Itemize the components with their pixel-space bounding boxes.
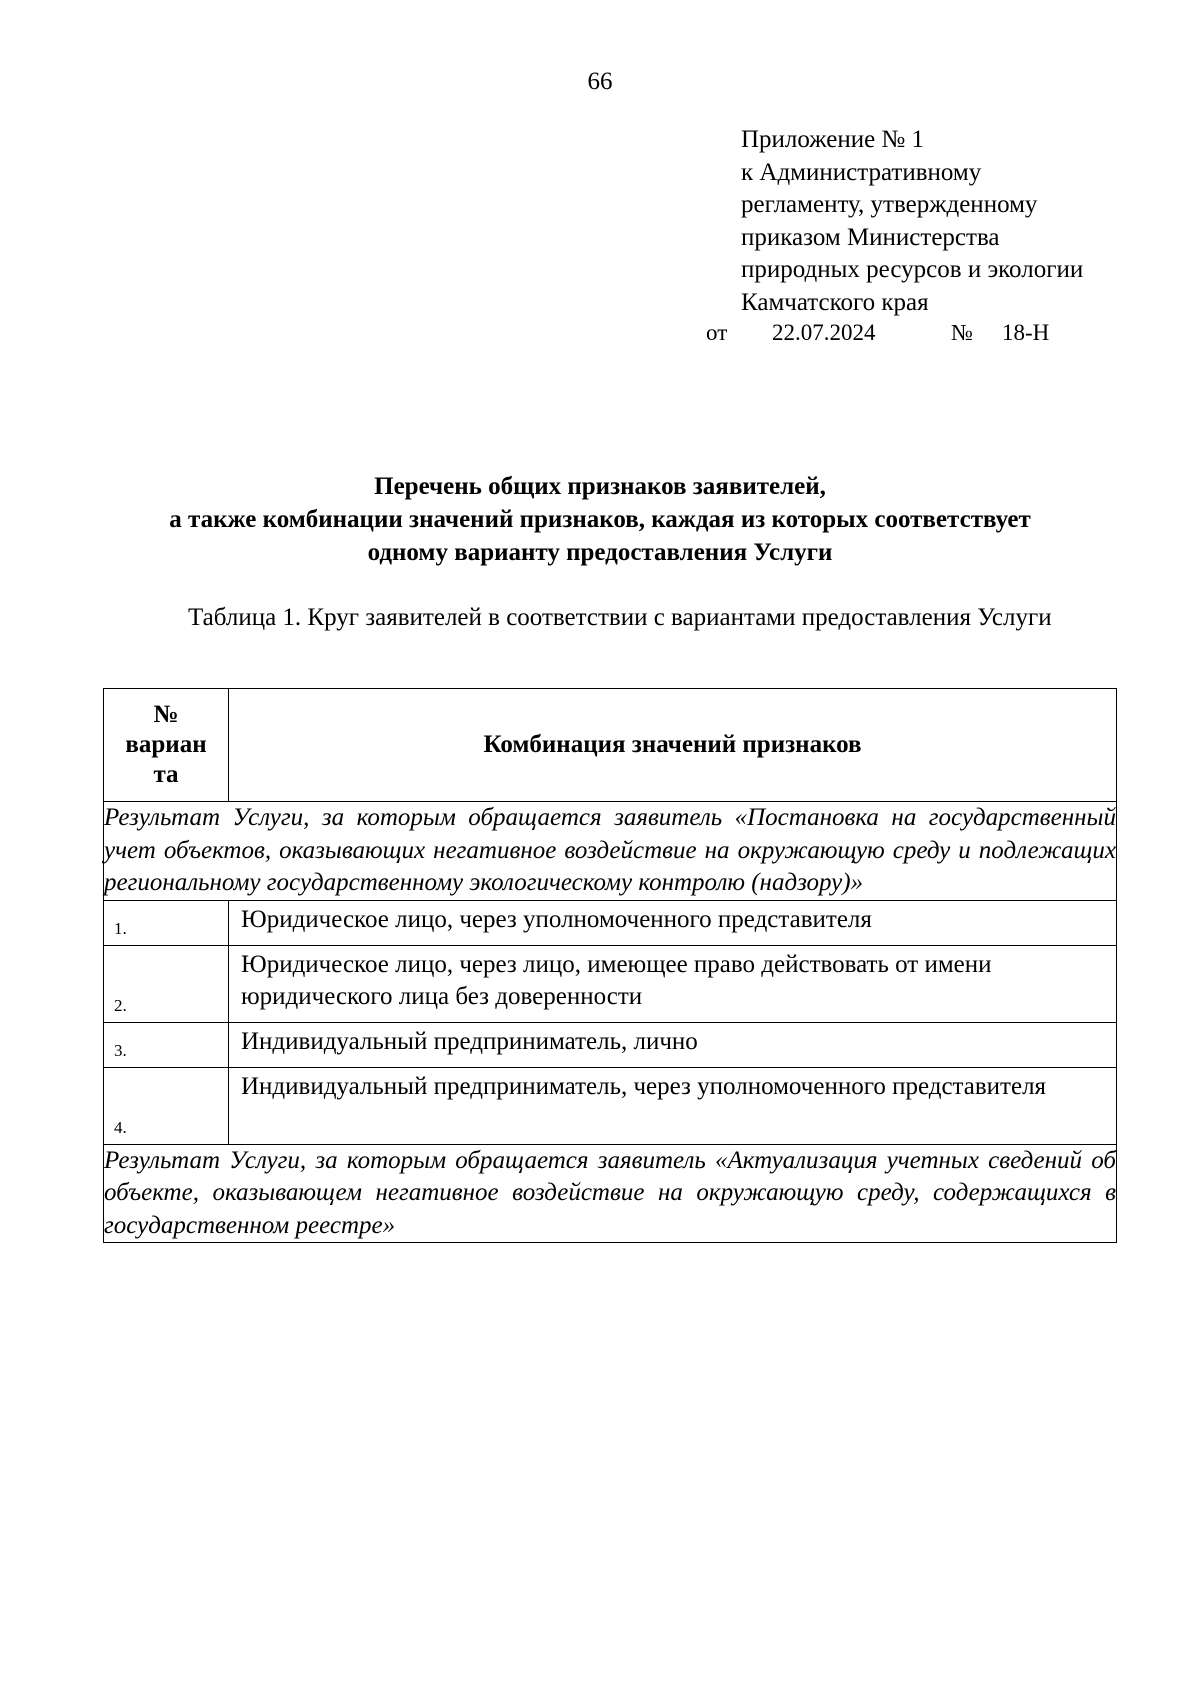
table-row (104, 945, 1117, 1022)
result-description: Результат Услуги, за которым обращается заявитель «Постановка на государственный учет объектов, оказывающих негативное воздействие на окружающую среду и подлежащих региональному государственному экологическому контролю (надзору)» (104, 802, 1117, 901)
variant-value: Юридическое лицо, через уполномоченного представителя (229, 900, 1117, 945)
variant-value: Индивидуальный предприниматель, лично (229, 1022, 1117, 1067)
variant-number: 4. (104, 1067, 229, 1144)
section-row (104, 1144, 1117, 1243)
page-number: 66 (587, 68, 613, 95)
appendix-number: 18-Н (1002, 320, 1050, 345)
table-row (104, 900, 1117, 945)
appendix-date: 22.07.2024 (772, 320, 876, 345)
variant-value: Индивидуальный предприниматель, через уполномоченного представителя (229, 1067, 1117, 1144)
header-combination: Комбинация значений признаков (229, 689, 1117, 802)
appendix-line: регламенту, утвержденному (741, 191, 1038, 218)
date-prefix: от (706, 320, 728, 345)
appendix-line: Камчатского края (741, 288, 929, 316)
document-title (0, 470, 1200, 569)
table-row (104, 1067, 1117, 1144)
appendix-line: Приложение № 1 (741, 126, 925, 153)
section-row (104, 802, 1117, 901)
variant-number: 1. (104, 900, 229, 945)
result-description: Результат Услуги, за которым обращается заявитель «Актуализация учетных сведений об объекте, оказывающем негативное воздействие на окружающую среду, содержащихся в государственном реестре» (104, 1144, 1117, 1243)
number-sign: № (951, 320, 973, 345)
table-caption: Таблица 1. Круг заявителей в соответствии с вариантами предоставления Услуги (188, 604, 1052, 631)
variant-value: Юридическое лицо, через лицо, имеющее право действовать от имени юридического лица без доверенности (229, 945, 1117, 1022)
table-header-row (104, 689, 1117, 802)
variant-number: 2. (104, 945, 229, 1022)
title-line: одному варианту предоставления Услуги (367, 539, 833, 566)
title-line: Перечень общих признаков заявителей, (374, 473, 826, 500)
variant-number: 3. (104, 1022, 229, 1067)
appendix-line: к Административному (741, 158, 982, 186)
table-row (104, 1022, 1117, 1067)
appendix-line: приказом Министерства (741, 223, 1000, 251)
title-line: а также комбинации значений признаков, каждая из которых соответствует (169, 506, 1031, 533)
variants-table (103, 688, 1117, 1243)
appendix-line: природных ресурсов и экологии (741, 256, 1084, 283)
appendix-block (741, 124, 1083, 319)
header-variant-number: № вариан та (104, 689, 229, 802)
